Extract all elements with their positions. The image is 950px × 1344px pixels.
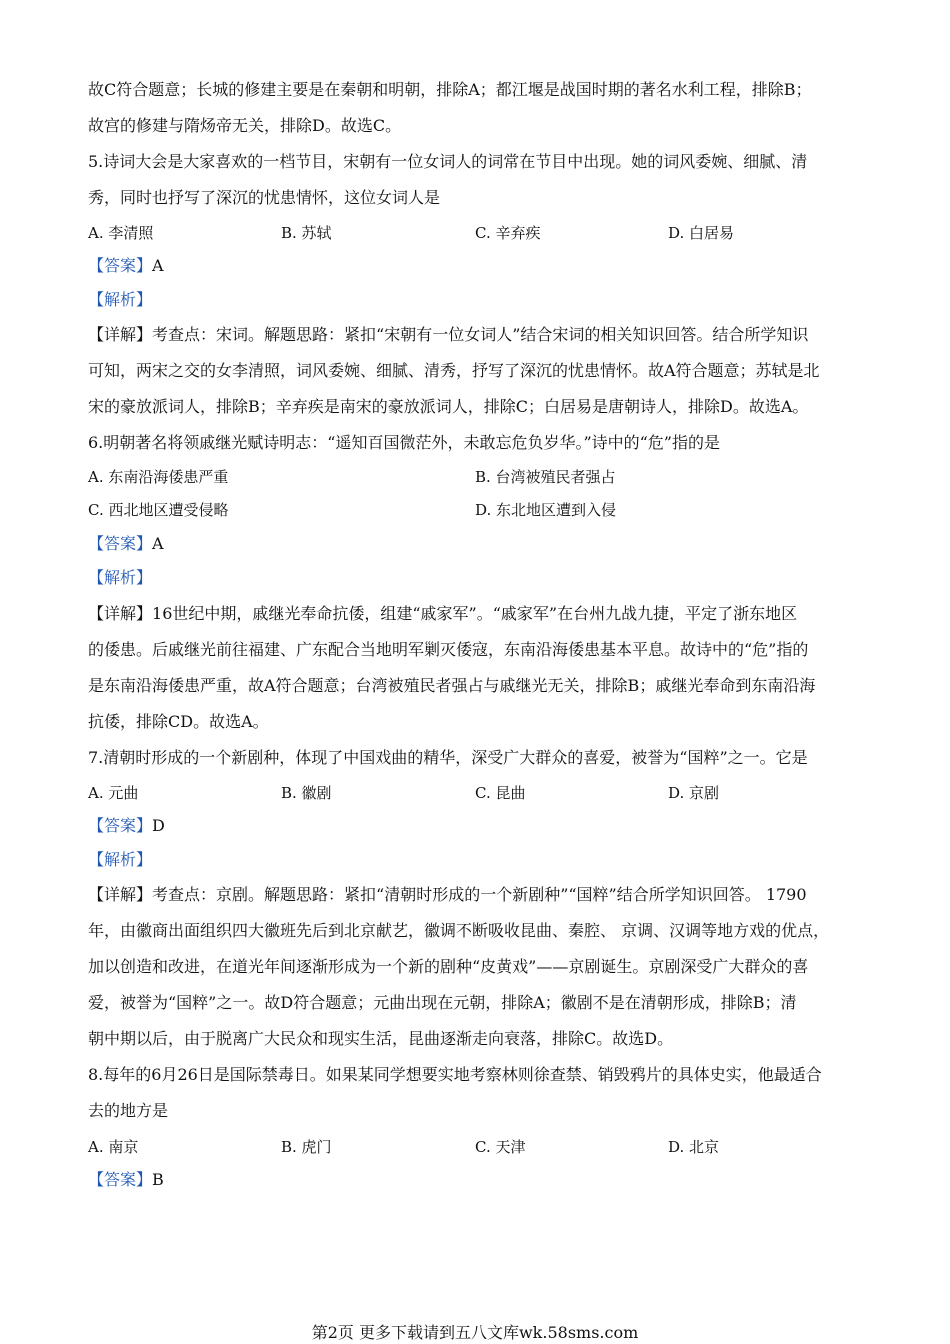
text-line: 故C符合题意；长城的修建主要是在秦朝和明朝，排除A；都江堰是战国时期的著名水利工程，排除B； <box>88 80 812 99</box>
q8-option-a: A. 南京 <box>88 1138 139 1156</box>
q7-analysis <box>88 849 870 871</box>
question-5-stem: 5.诗词大会是大家喜欢的一档节目，宋朝有一位女词人的词常在节目中出现。她的词风委婉、细腻、清 <box>88 152 808 171</box>
q5-analysis <box>88 289 870 311</box>
analysis-label: 【解析】 <box>88 850 153 869</box>
answer-value: D <box>152 816 165 835</box>
q5-option-d: D. 白居易 <box>668 224 735 242</box>
analysis-label: 【解析】 <box>88 290 153 309</box>
q5-detail: 可知，两宋之交的女李清照，词风委婉、细腻、清秀，抒写了深沉的忧患情怀。故A符合题意；苏轼是北 <box>88 361 820 380</box>
answer-value: A <box>152 534 164 553</box>
q7-answer <box>88 815 870 837</box>
analysis-label: 【解析】 <box>88 568 153 587</box>
detail-text: 考查点：京剧。解题思路：紧扣“清朝时形成的一个新剧种”“国粹”结合所学知识回答。 1790 <box>152 885 807 904</box>
q8-option-c: C. 天津 <box>475 1138 526 1156</box>
q8-option-b: B. 虎门 <box>281 1138 332 1156</box>
detail-text: 16世纪中期，戚继光奉命抗倭，组建“戚家军”。“戚家军”在台州九战九捷，平定了浙东地区 <box>152 604 798 623</box>
answer-label: 【答案】 <box>88 1170 153 1189</box>
q6-detail: 的倭患。后戚继光前往福建、广东配合当地明军剿灭倭寇，东南沿海倭患基本平息。故诗中的“危”指的 <box>88 640 809 659</box>
q7-option-d: D. 京剧 <box>668 784 720 802</box>
page-footer: 第2页 更多下载请到五八文库wk.58sms.com <box>311 1323 639 1342</box>
q5-option-c: C. 辛弃疾 <box>475 224 541 242</box>
answer-label: 【答案】 <box>88 534 153 553</box>
q8-answer <box>88 1169 870 1191</box>
q5-detail: 宋的豪放派词人，排除B；辛弃疾是南宋的豪放派词人，排除C；白居易是唐朝诗人，排除D。故选A。 <box>88 397 809 416</box>
q6-analysis <box>88 567 870 589</box>
q7-detail: 朝中期以后，由于脱离广大民众和现实生活，昆曲逐渐走向衰落，排除C。故选D。 <box>88 1029 674 1048</box>
q5-answer <box>88 255 870 277</box>
q6-option-a: A. 东南沿海倭患严重 <box>88 468 229 486</box>
q5-detail <box>88 324 870 346</box>
q7-detail: 加以创造和改进，在道光年间逐渐形成为一个新的剧种“皮黄戏”——京剧诞生。京剧深受广大群众的喜 <box>88 957 809 976</box>
q7-option-b: B. 徽剧 <box>281 784 332 802</box>
q6-detail: 抗倭，排除CD。故选A。 <box>88 712 269 731</box>
q6-option-c: C. 西北地区遭受侵略 <box>88 501 229 519</box>
detail-text: 考查点：宋词。解题思路：紧扣“宋朝有一位女词人”结合宋词的相关知识回答。结合所学知识 <box>152 325 809 344</box>
q5-option-b: B. 苏轼 <box>281 224 332 242</box>
q6-option-d: D. 东北地区遭到入侵 <box>475 501 617 519</box>
q6-option-b: B. 台湾被殖民者强占 <box>475 468 616 486</box>
question-8-stem: 8.每年的6月26日是国际禁毒日。如果某同学想要实地考察林则徐查禁、销毁鸦片的具体史实，他最适合 <box>88 1065 822 1084</box>
q7-option-a: A. 元曲 <box>88 784 139 802</box>
q6-answer <box>88 533 870 555</box>
q6-detail: 是东南沿海倭患严重，故A符合题意；台湾被殖民者强占与戚继光无关，排除B；戚继光奉命到东南沿海 <box>88 676 816 695</box>
q7-option-c: C. 昆曲 <box>475 784 526 802</box>
answer-label: 【答案】 <box>88 816 153 835</box>
q5-option-a: A. 李清照 <box>88 224 154 242</box>
q7-detail <box>88 884 870 906</box>
detail-label: 【详解】 <box>88 885 153 904</box>
text-line: 故宫的修建与隋炀帝无关，排除D。故选C。 <box>88 116 402 135</box>
answer-label: 【答案】 <box>88 256 153 275</box>
question-8-stem: 去的地方是 <box>88 1101 169 1120</box>
question-7-stem: 7.清朝时形成的一个新剧种，体现了中国戏曲的精华，深受广大群众的喜爱，被誉为“国粹”之一。它是 <box>88 748 808 767</box>
question-6-stem: 6.明朝著名将领戚继光赋诗明志：“遥知百国微茫外，未敢忘危负岁华。”诗中的“危”指的是 <box>88 433 720 452</box>
detail-label: 【详解】 <box>88 325 153 344</box>
q8-option-d: D. 北京 <box>668 1138 720 1156</box>
q7-detail: 爱，被誉为“国粹”之一。故D符合题意；元曲出现在元朝，排除A；徽剧不是在清朝形成，排除B；清 <box>88 993 797 1012</box>
q7-detail: 年，由徽商出面组织四大徽班先后到北京献艺，徽调不断吸收昆曲、秦腔、 京调、汉调等地方戏的优点， <box>88 921 830 940</box>
question-5-stem: 秀，同时也抒写了深沉的忧患情怀，这位女词人是 <box>88 188 441 207</box>
q6-detail <box>88 603 870 625</box>
answer-value: A <box>152 256 164 275</box>
detail-label: 【详解】 <box>88 604 153 623</box>
answer-value: B <box>152 1170 164 1189</box>
